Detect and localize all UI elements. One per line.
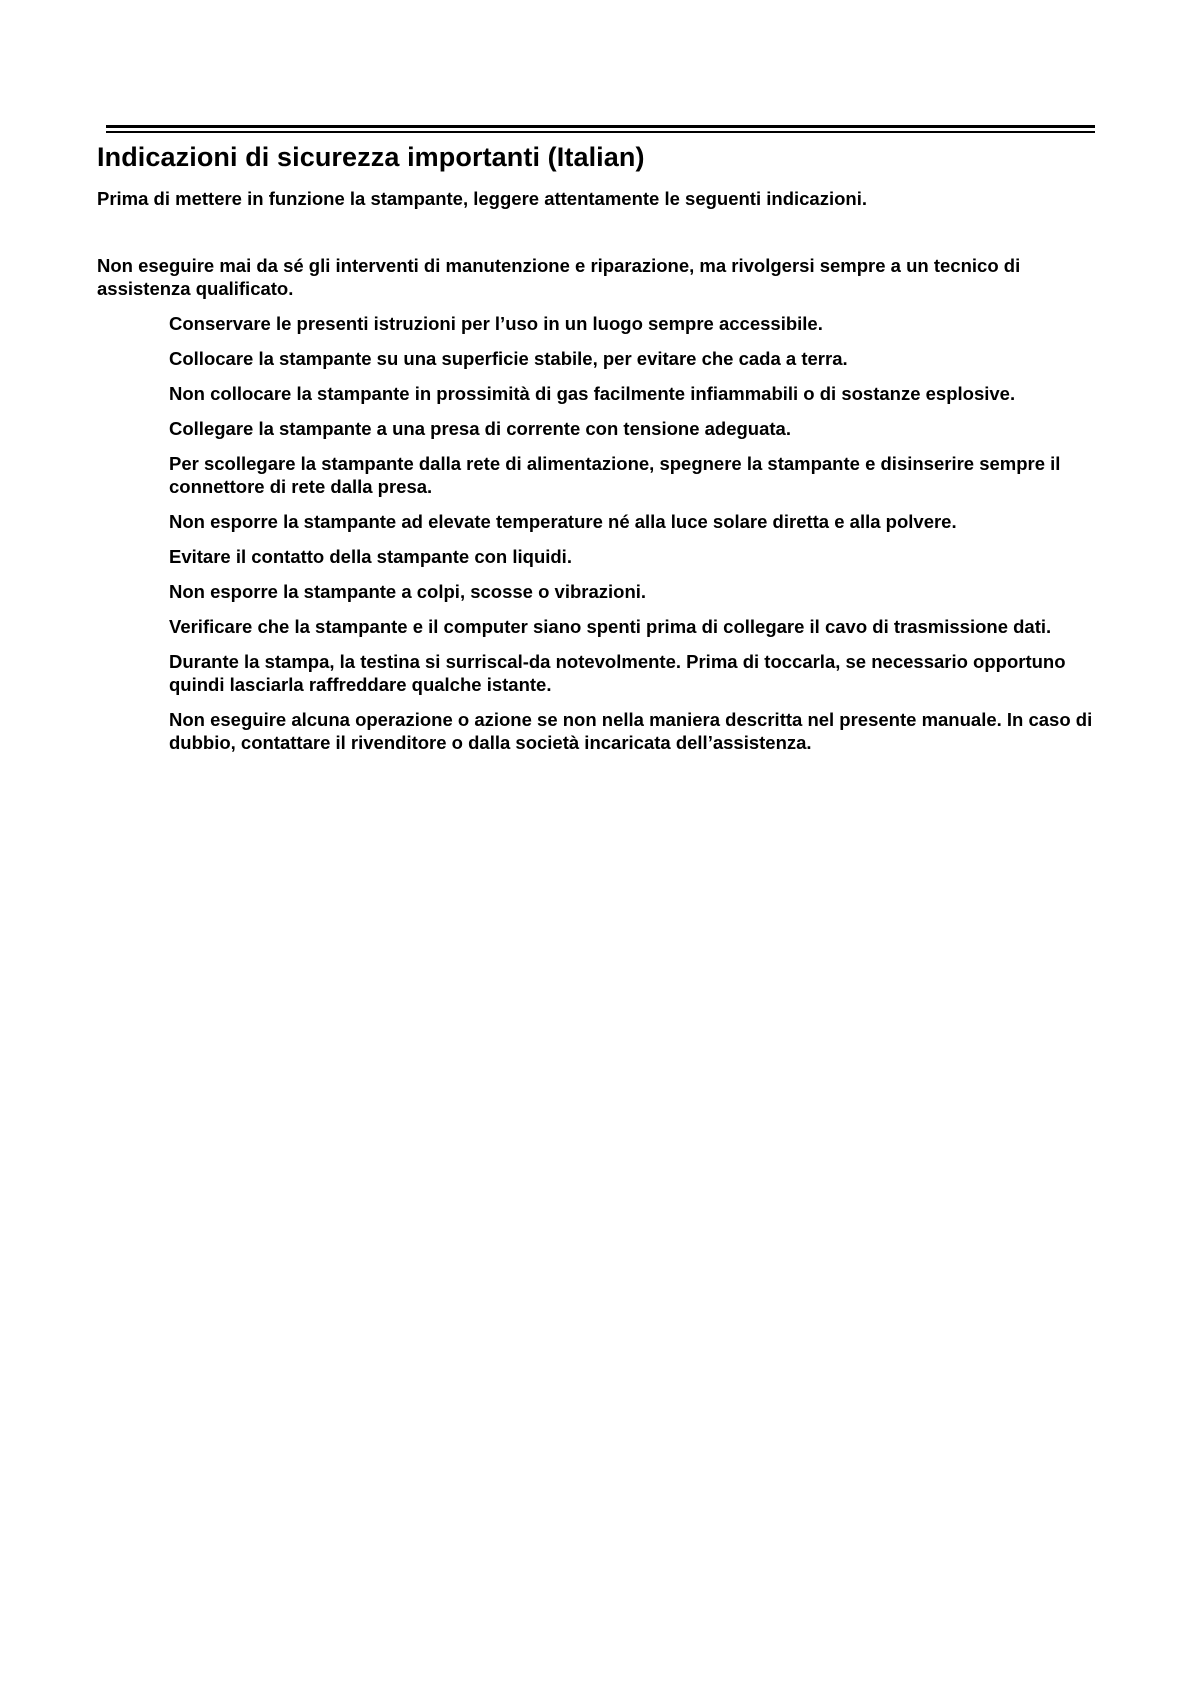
list-item: Evitare il contatto della stampante con liquidi. — [169, 546, 572, 567]
header-rule-bottom — [106, 131, 1095, 133]
page-subtitle: Prima di mettere in funzione la stampante, leggere attentamente le seguenti indicazioni. — [97, 188, 867, 209]
list-item: Non eseguire alcuna operazione o azione se non nella maniera descritta nel presente manuale. In caso di dubbio, contattare il rivenditore o dalla società incaricata dell’assistenza. — [169, 709, 1093, 753]
list-item: Per scollegare la stampante dalla rete di alimentazione, spegnere la stampante e disinserire sempre il connettore di rete dalla presa. — [169, 453, 1061, 497]
list-item: Non collocare la stampante in prossimità di gas facilmente infiammabili o di sostanze esplosive. — [169, 383, 1016, 404]
header-rule-top — [106, 125, 1095, 128]
list-item: Verificare che la stampante e il computer siano spenti prima di collegare il cavo di trasmissione dati. — [169, 616, 1052, 637]
page-title: Indicazioni di sicurezza importanti (Italian) — [97, 142, 645, 172]
safety-instructions-list — [169, 312, 1104, 766]
list-item: Conservare le presenti istruzioni per l’uso in un luogo sempre accessibile. — [169, 313, 823, 334]
list-item: Collegare la stampante a una presa di corrente con tensione adeguata. — [169, 418, 791, 439]
list-item: Non esporre la stampante a colpi, scosse o vibrazioni. — [169, 581, 647, 602]
maintenance-notice: Non eseguire mai da sé gli interventi di manutenzione e riparazione, ma rivolgersi sempre a un tecnico di assistenza qualificato. — [97, 255, 1021, 299]
list-item: Durante la stampa, la testina si surriscal-da notevolmente. Prima di toccarla, se necessario opportuno quindi lasciarla raffreddare qualche istante. — [169, 651, 1066, 695]
list-item: Collocare la stampante su una superficie stabile, per evitare che cada a terra. — [169, 348, 848, 369]
list-item: Non esporre la stampante ad elevate temperature né alla luce solare diretta e alla polvere. — [169, 511, 957, 532]
